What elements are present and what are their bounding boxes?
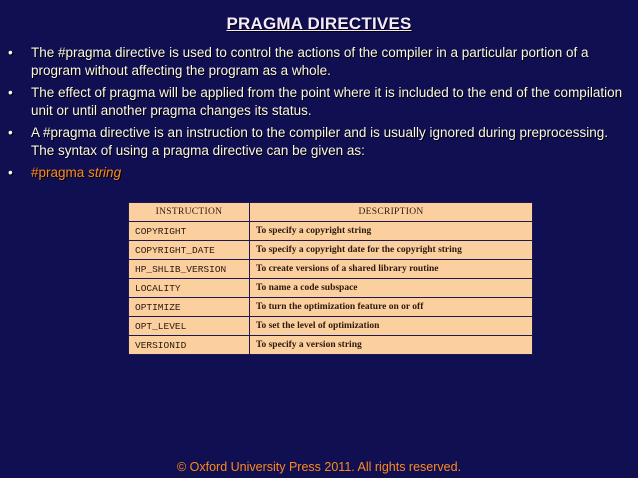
description-cell: To name a code subspace <box>250 279 533 298</box>
header-description: DESCRIPTION <box>250 203 533 222</box>
instruction-cell: LOCALITY <box>129 279 250 298</box>
table-row <box>129 317 533 336</box>
bullet-icon: • <box>8 125 13 140</box>
table-header-row <box>129 203 533 222</box>
bullet-text: The effect of pragma will be applied from the point where it is included to the end of the compilation unit or until another pragma changes its status. <box>31 85 623 118</box>
slide-title: PRAGMA DIRECTIVES <box>226 14 412 33</box>
syntax-keyword: #pragma <box>31 165 85 180</box>
table-row <box>129 260 533 279</box>
table-row <box>129 336 533 355</box>
table-row <box>129 298 533 317</box>
pragma-table <box>128 202 533 355</box>
header-instruction: INSTRUCTION <box>129 203 250 222</box>
table-row <box>129 279 533 298</box>
instruction-cell: HP_SHLIB_VERSION <box>129 260 250 279</box>
bullet-text: The #pragma directive is used to control the actions of the compiler in a particular portion of a program without affecting the program as a whole. <box>31 45 589 78</box>
bullet-item <box>0 44 638 80</box>
description-cell: To specify a version string <box>250 336 533 355</box>
description-cell: To specify a copyright string <box>250 222 533 241</box>
bullet-icon: • <box>8 85 13 100</box>
syntax-argument: string <box>88 165 122 180</box>
copyright-icon: © <box>176 460 187 474</box>
copyright-footer <box>0 460 638 474</box>
bullet-icon: • <box>8 45 13 60</box>
instruction-cell: OPTIMIZE <box>129 298 250 317</box>
syntax-bullet <box>0 164 638 182</box>
bullet-text: A #pragma directive is an instruction to the compiler and is usually ignored during preprocessing. The syntax of using a pragma directive can be given as: <box>31 125 609 158</box>
instruction-cell: OPT_LEVEL <box>129 317 250 336</box>
bullet-list <box>0 44 638 186</box>
copyright-text: Oxford University Press 2011. All rights reserved. <box>189 460 462 474</box>
table-row <box>129 222 533 241</box>
description-cell: To set the level of optimization <box>250 317 533 336</box>
instruction-cell: VERSIONID <box>129 336 250 355</box>
description-cell: To create versions of a shared library routine <box>250 260 533 279</box>
instruction-cell: COPYRIGHT_DATE <box>129 241 250 260</box>
description-cell: To specify a copyright date for the copyright string <box>250 241 533 260</box>
bullet-item <box>0 84 638 120</box>
description-cell: To turn the optimization feature on or off <box>250 298 533 317</box>
bullet-item <box>0 124 638 160</box>
instruction-cell: COPYRIGHT <box>129 222 250 241</box>
bullet-icon: • <box>8 165 13 180</box>
table-row <box>129 241 533 260</box>
